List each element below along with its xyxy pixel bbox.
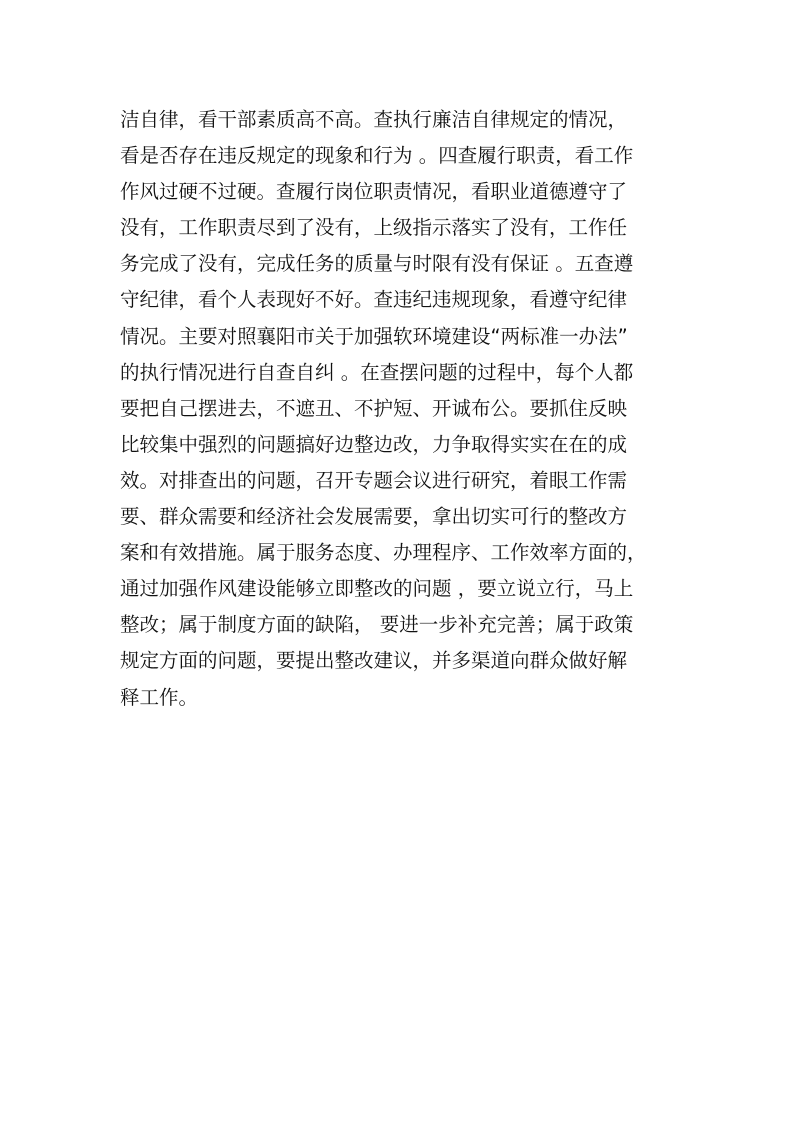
text-line: 比较集中强烈的问题搞好边整边改，力争取得实实在在的成 [120, 432, 628, 456]
text-line: 没有，工作职责尽到了没有，上级指示落实了没有，工作任 [120, 216, 628, 240]
text-line: 的执行情况进行自查自纠 。在查摆问题的过程中，每个人都 [120, 360, 634, 384]
body-text [120, 102, 700, 716]
text-line: 洁自律，看干部素质高不高。查执行廉洁自律规定的情况， [120, 108, 628, 131]
text-line: 要、群众需要和经济社会发展需要，拿出切实可行的整改方 [120, 505, 628, 529]
text-line: 要把自己摆进去，不遮丑、不护短、开诚布公。要抓住反映 [120, 396, 628, 420]
text-line: 看是否存在违反规定的现象和行为 。四查履行职责，看工作 [120, 144, 634, 168]
text-line: 规定方面的问题，要提出整改建议，并多渠道向群众做好解 [120, 649, 628, 673]
text-line: 通过加强作风建设能够立即整改的问题 ，要立说立行，马上 [120, 577, 634, 601]
text-line: 释工作。 [120, 685, 199, 709]
text-line: 情况。主要对照襄阳市关于加强软环境建设“两标准一办法” [120, 324, 628, 348]
text-line: 务完成了没有，完成任务的质量与时限有没有保证 。五查遵 [120, 252, 634, 276]
text-line: 作风过硬不过硬。查履行岗位职责情况，看职业道德遵守了 [120, 180, 628, 204]
text-line: 案和有效措施。属于服务态度、办理程序、工作效率方面的， [120, 541, 647, 565]
text-line: 效。对排查出的问题，召开专题会议进行研究，着眼工作需 [120, 468, 628, 492]
text-line: 守纪律，看个人表现好不好。查违纪违规现象，看遵守纪律 [120, 288, 628, 312]
text-line: 整改；属于制度方面的缺陷， 要进一步补充完善；属于政策 [120, 613, 634, 637]
